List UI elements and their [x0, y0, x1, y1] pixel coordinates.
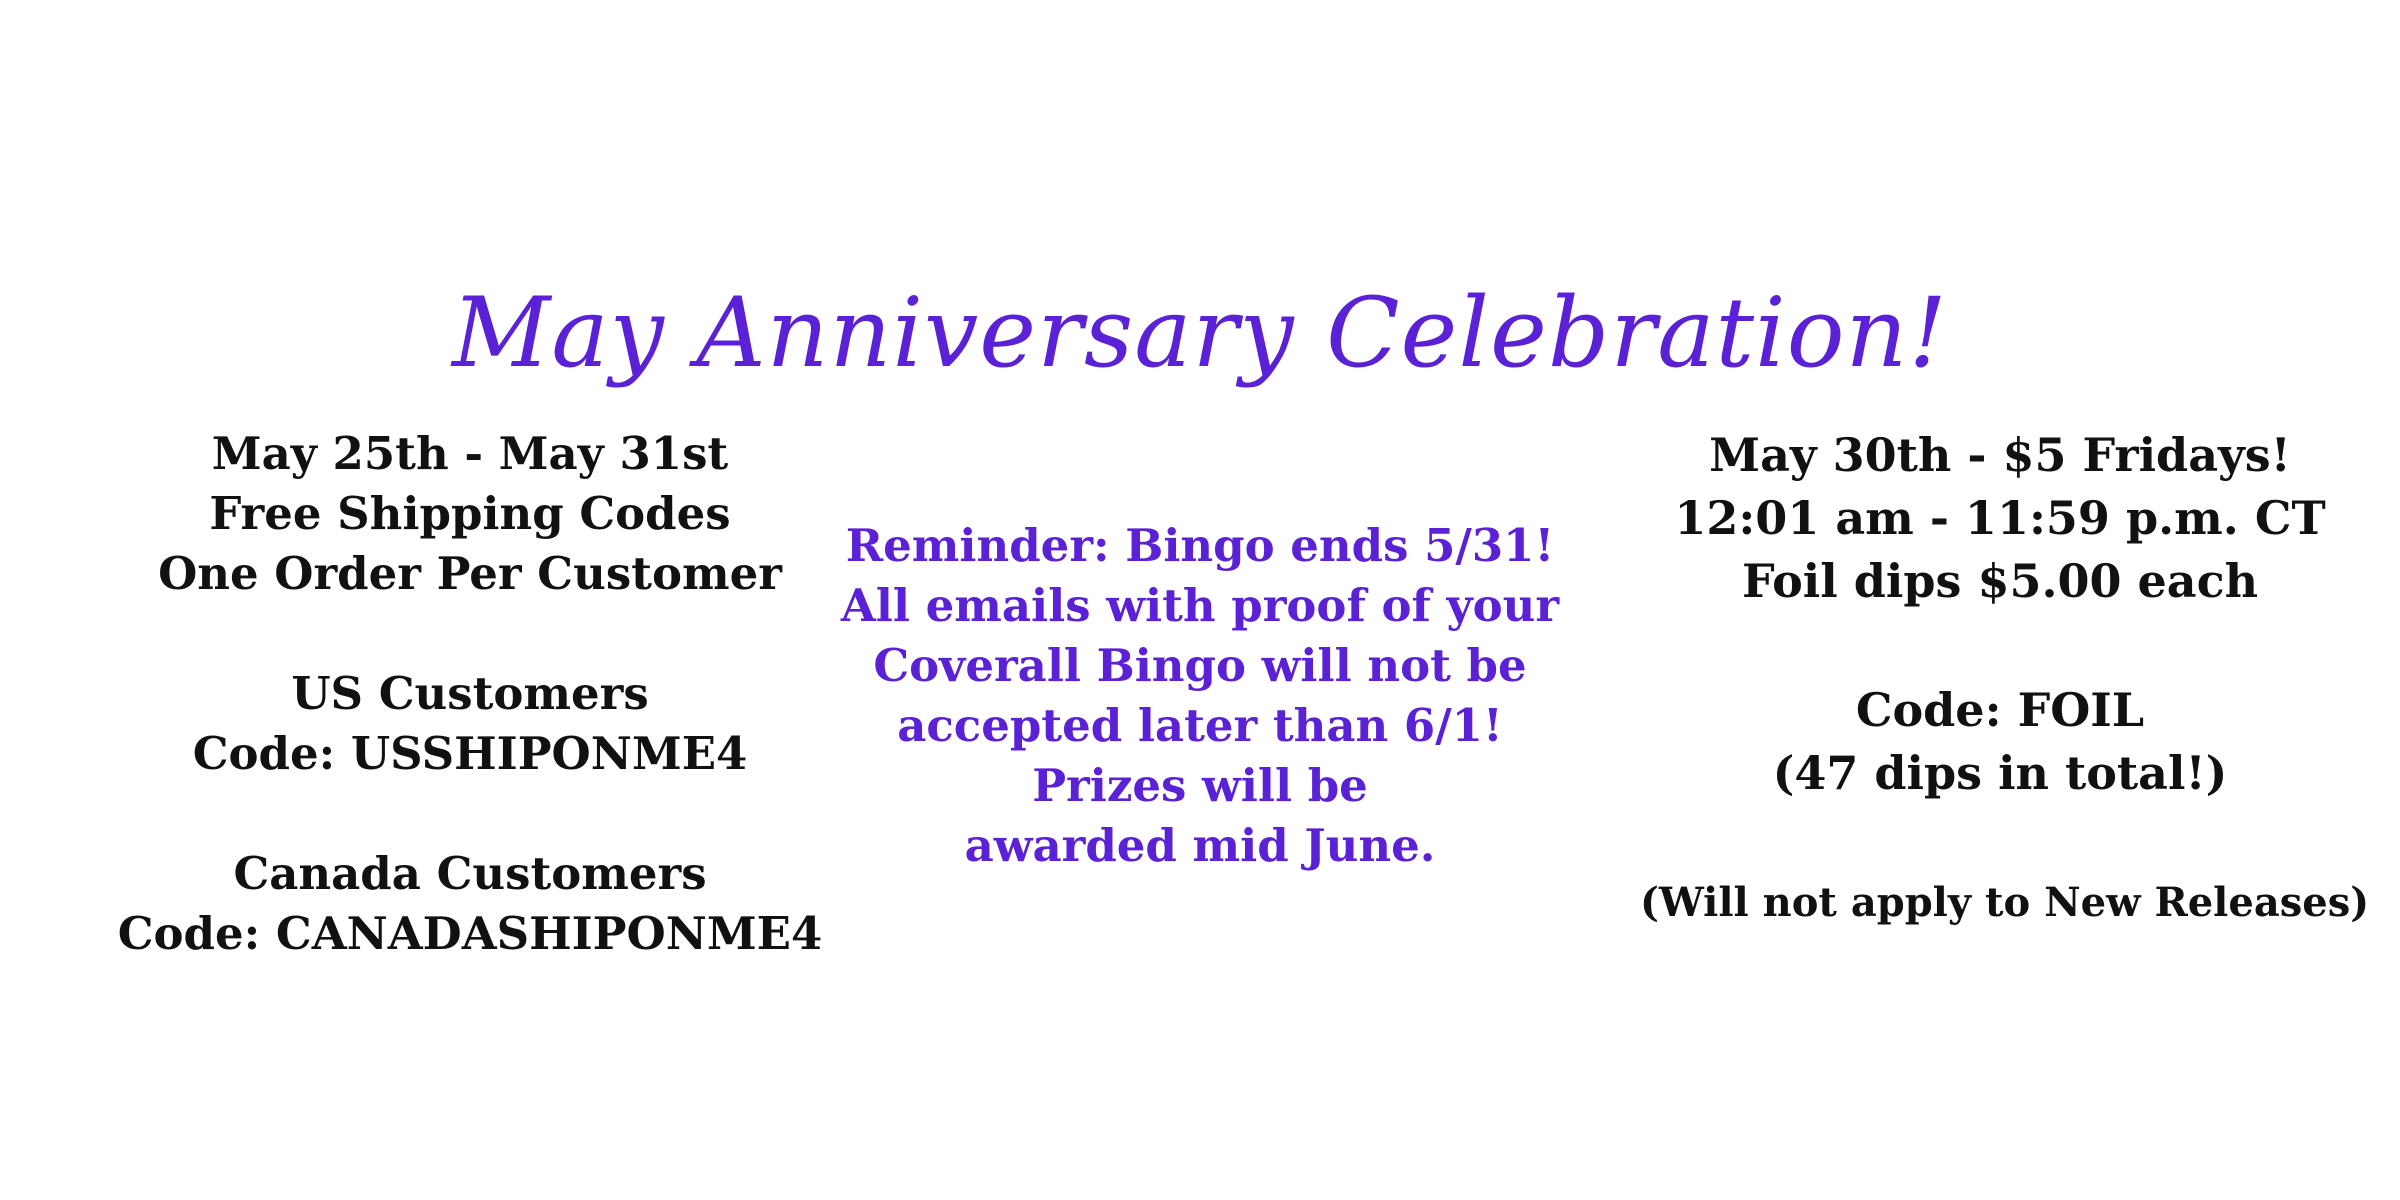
- bingo-reminder-section: [800, 516, 1600, 876]
- fridays-price: Foil dips $5.00 each: [1741, 554, 2259, 608]
- spacer: [80, 604, 860, 664]
- us-shipping-code: Code: USSHIPONME4: [192, 727, 748, 780]
- us-customers-label: US Customers: [291, 667, 649, 720]
- spacer: [1640, 613, 2360, 679]
- bingo-reminder-line: awarded mid June.: [964, 819, 1436, 872]
- bingo-reminder-line: accepted later than 6/1!: [897, 699, 1503, 752]
- bingo-reminder-line: All emails with proof of your: [840, 579, 1560, 632]
- five-dollar-fridays-section: [1640, 424, 2370, 934]
- fridays-code: Code: FOIL: [1855, 683, 2145, 737]
- spacer: [80, 784, 860, 844]
- shipping-dates: May 25th - May 31st: [211, 427, 729, 480]
- fridays-hours: 12:01 am - 11:59 p.m. CT: [1674, 491, 2326, 545]
- shipping-limit: One Order Per Customer: [158, 547, 782, 600]
- shipping-heading: Free Shipping Codes: [209, 487, 731, 540]
- spacer: [1640, 805, 2360, 871]
- fridays-dates: May 30th - $5 Fridays!: [1709, 428, 2291, 482]
- bingo-reminder-line: Reminder: Bingo ends 5/31!: [845, 519, 1555, 572]
- canada-customers-label: Canada Customers: [233, 847, 707, 900]
- fridays-total: (47 dips in total!): [1772, 746, 2228, 800]
- fridays-note: (Will not apply to New Releases): [1640, 879, 2370, 926]
- bingo-reminder-line: Prizes will be: [1032, 759, 1368, 812]
- page-title: May Anniversary Celebration!: [452, 277, 1948, 389]
- free-shipping-section: [80, 424, 860, 964]
- canada-shipping-code: Code: CANADASHIPONME4: [117, 907, 823, 960]
- bingo-reminder-line: Coverall Bingo will not be: [873, 639, 1527, 692]
